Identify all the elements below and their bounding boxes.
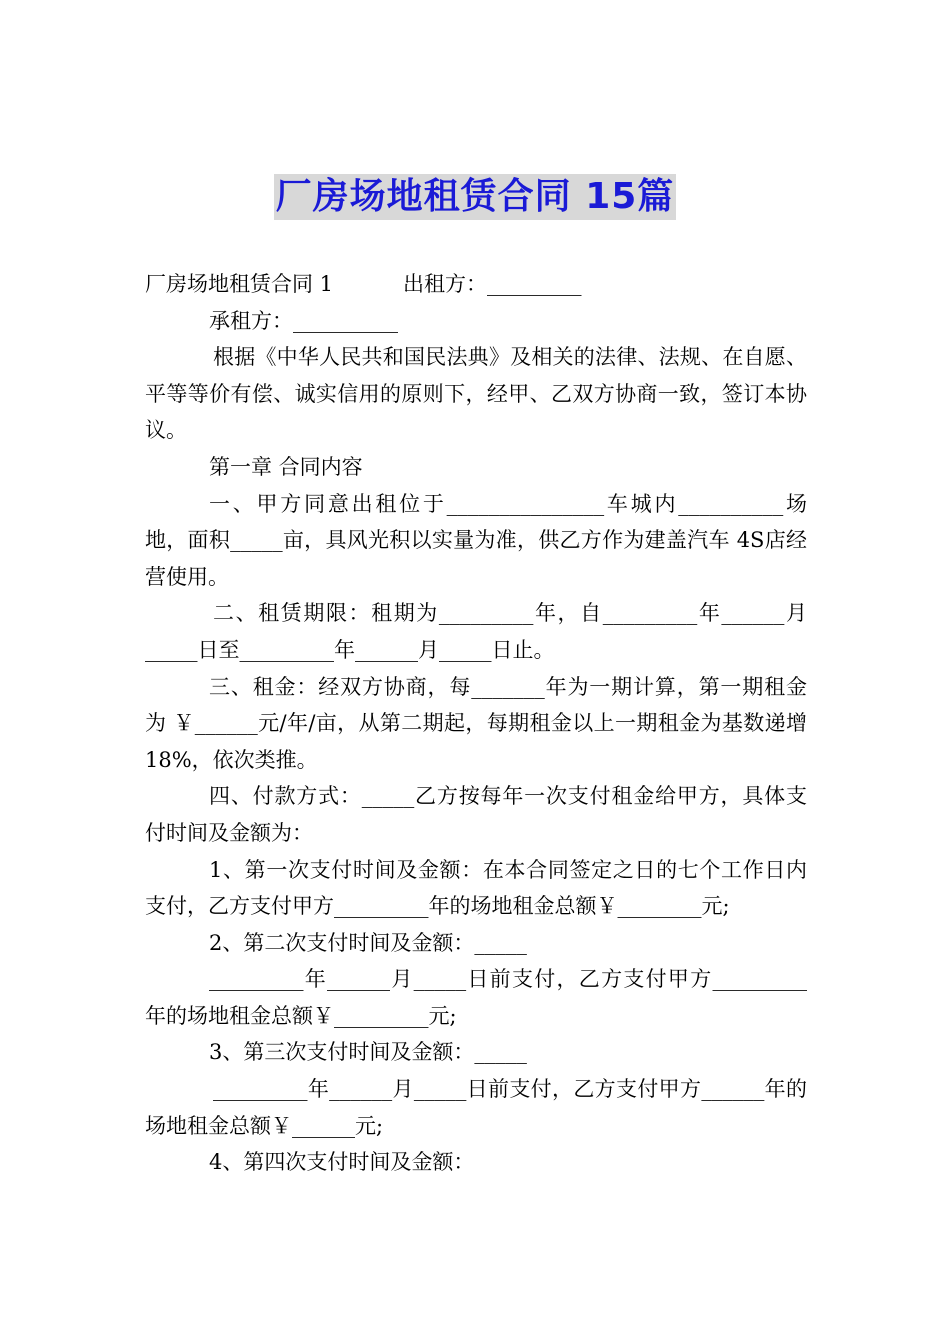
paragraph-payment-3: 3、第三次支付时间及金额：_____: [209, 1040, 527, 1065]
paragraph-clause-4: 四、付款方式：_____乙方按每年一次支付租金给甲方，具体支 付时间及金额为：: [145, 784, 807, 845]
document-body: [145, 266, 807, 1181]
document-title-text: 厂房场地租赁合同 15篇: [274, 174, 677, 220]
paragraph-clause-1: 一、甲方同意出租位于_______________车城内__________场地，面积_____亩，具风光积以实量为准，供乙方作为建盖汽车 4S店经营使用。: [145, 491, 807, 589]
paragraph-tenant: 承租方：__________: [209, 308, 398, 333]
paragraph-payment-2-detail: _________年______月_____日前支付，乙方支付甲方_________年的场地租金总额￥_________元;: [145, 967, 807, 1028]
paragraph-preamble: 根据《中华人民共和国民法典》及相关的法律、法规、在自愿、平等等价有偿、诚实信用的原则下，经甲、乙双方协商一致，签订本协议。: [145, 345, 807, 443]
paragraph-payment-2: 2、第二次支付时间及金额：_____: [209, 930, 527, 955]
paragraph-payment-4: 4、第四次支付时间及金额：: [209, 1150, 475, 1175]
lessor-line: 出租方：_________: [403, 272, 582, 296]
document-title: [0, 174, 950, 220]
paragraph-payment-1: 1、第一次支付时间及金额：在本合同签定之日的七个工作日内支付，乙方支付甲方_________年的场地租金总额￥________元;: [145, 857, 807, 919]
paragraph-clause-3: 三、租金：经双方协商，每_______年为一期计算，第一期租金为 ￥______元/年/亩，从第二期起，每期租金以上一期租金为基数递增 18%，依次类推。: [145, 674, 807, 772]
contract-number-label: 厂房场地租赁合同 1: [145, 272, 334, 296]
paragraph-clause-2: 二、租赁期限：租期为_________年，自_________年______月_____日至_________年______月_____日止。: [145, 601, 807, 662]
paragraph-payment-3-detail: _________年______月_____日前支付，乙方支付甲方______年的场地租金总额￥______元;: [145, 1077, 807, 1138]
paragraph-heading-line: [145, 266, 807, 303]
paragraph-chapter-1: 第一章 合同内容: [209, 454, 363, 479]
